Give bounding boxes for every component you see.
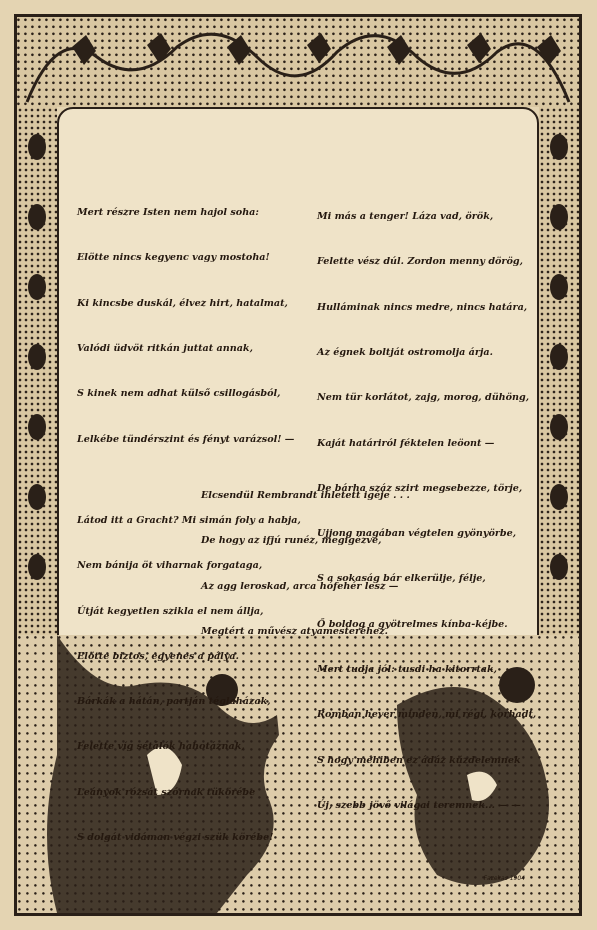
poem-line: S dolgát vidáman végzi szük körébe! — [77, 832, 274, 844]
poem-line: Megtért a művész atyamesteréhez. — [201, 626, 388, 638]
poem-line: Mi más a tenger! Láza vad, örök, — [317, 211, 494, 223]
poem-line: Romban hever minden, mi régi, korhadt, — [317, 709, 537, 721]
poem-line: Kaját határiról féktelen leöont — — [317, 437, 495, 449]
poem-line: Elötte biztos, egyenes a pálya. — [77, 650, 239, 662]
poem-line: S a sokaság bár elkerülje, félje, — [317, 573, 486, 585]
poem-line: Lelkébe tündérszint és fényt varázsol! — — [77, 433, 295, 445]
poem-line: Útját kegyetlen szikla el nem állja, — [77, 605, 264, 617]
poem-line: Mert tudja jól: tusdi ha kitorrtak, — [317, 664, 497, 675]
poem-line: Mert részre Isten nem hajol soha: — [77, 207, 259, 219]
poem-line: Ki kincsbe duskál, élvez hirt, hatalmat, — [77, 297, 288, 309]
poem-line: De hogy az ifjú runéz, megigézve, — [201, 535, 382, 547]
poem-line: S hogy méhiben ez ádáz küzdelemnek — [317, 754, 521, 766]
poem-line: Hulláminak nincs medre, nincs határa, — [317, 301, 528, 313]
poem-line: Látod itt a Gracht? Mi simán foly a habja, — [77, 515, 301, 527]
poem-line: Ő boldog a gyötrelmes kínba-kéjbe. — [317, 618, 508, 630]
poem-line: Nem bánija öt viharnak forgataga, — [77, 560, 263, 572]
poem-line: Az égnek boltját ostromolja árja. — [317, 347, 493, 359]
poem-line: Valódi üdvöt ritkán juttat annak, — [77, 343, 253, 355]
poem-line: Az agg leroskad, arca hófehér lesz — — [201, 580, 399, 592]
poem-line: Felette víg sétálók hahotáznak, — [77, 741, 245, 753]
poem-line: S kinek nem adhat külső csillogásból, — [77, 388, 281, 400]
poem-line: Felette vész dúl. Zordon menny dörög, — [317, 256, 523, 268]
poem-line: Bárkák a hátán, partján téglaházak, — [77, 696, 271, 708]
poem-line: Nem tür korlátot, zajg, morog, dühöng, — [317, 392, 530, 404]
poem-line: Elötte nincs kegyenc vagy mostoha! — [77, 252, 270, 264]
poem-line: De bárha száz szirt megsebezze, törje, — [317, 482, 523, 494]
poem-line: Elcsendül Rembrandt ihletett igéje . . . — [201, 490, 410, 502]
poem-line: Leányok rózsát szórnak tükörébe — [77, 786, 256, 798]
artist-signature: Fazekas 1904 — [483, 875, 525, 882]
poem-closing-stanza — [201, 458, 410, 669]
poem-line: Ujjong magában végtelen gyönyörbe, — [317, 528, 517, 540]
poem-line: Új, szebb jövő világai teremnek... — — — [317, 799, 521, 811]
